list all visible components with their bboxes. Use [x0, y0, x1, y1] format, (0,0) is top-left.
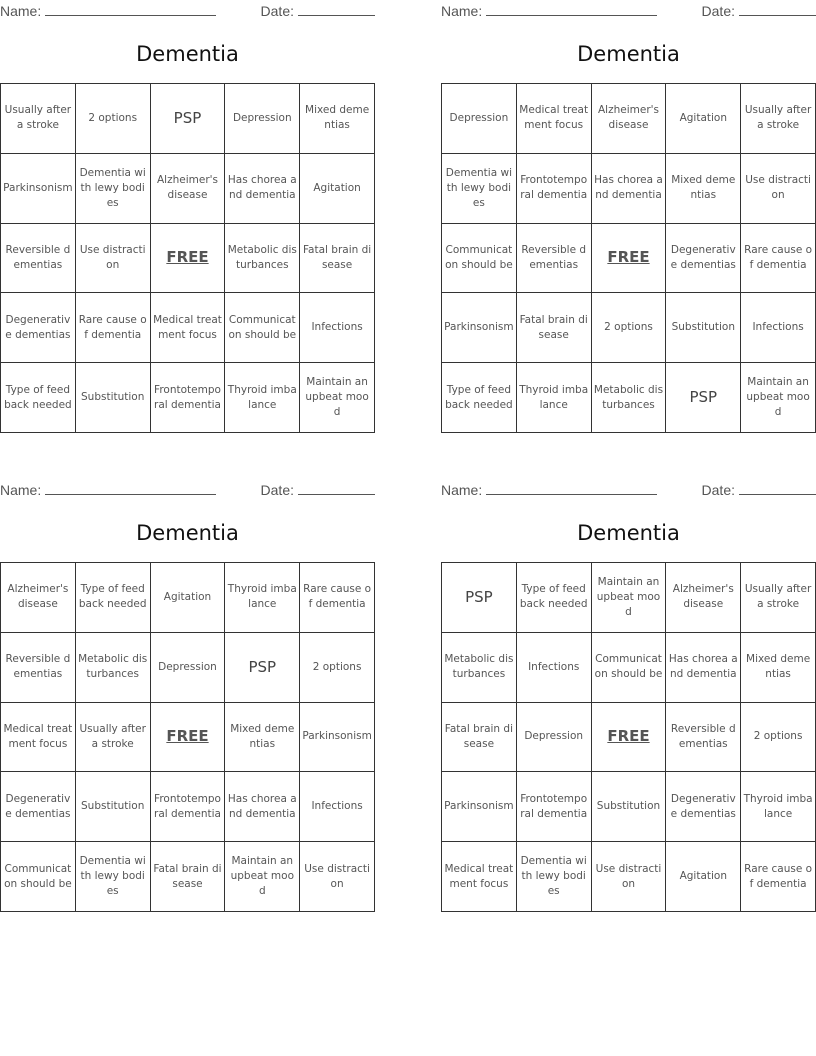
bingo-cell: Usually after a stroke [1, 84, 76, 154]
bingo-cell: Reversible dementias [1, 633, 76, 703]
bingo-cell: Dementia with lewy bodies [442, 154, 517, 224]
bingo-cell: Substitution [592, 772, 667, 842]
bingo-cell: Agitation [666, 84, 741, 154]
name-label: Name: [0, 3, 42, 19]
date-field [261, 481, 375, 498]
bingo-cell: Medical treatment focus [151, 293, 226, 363]
bingo-cell: Agitation [300, 154, 375, 224]
bingo-cell: Substitution [666, 293, 741, 363]
bingo-cell: Alzheimer's disease [1, 563, 76, 633]
bingo-cell: Has chorea and dementia [666, 633, 741, 703]
name-blank-line [45, 2, 216, 16]
bingo-cell: Use distraction [300, 842, 375, 912]
bingo-cell: Mixed dementias [666, 154, 741, 224]
bingo-cell: Communicaton should be [1, 842, 76, 912]
date-blank-line [298, 2, 375, 16]
card-title: Dementia [136, 42, 239, 66]
date-label: Date: [260, 482, 294, 498]
card-title: Dementia [577, 521, 680, 545]
bingo-cell: Metabolic disturbances [592, 363, 667, 433]
date-field [702, 481, 816, 498]
bingo-cell: Rare cause of dementia [76, 293, 151, 363]
bingo-cell: Infections [741, 293, 816, 363]
bingo-cell: Degenerative dementias [666, 224, 741, 294]
bingo-cell: Degenerative dementias [666, 772, 741, 842]
name-blank-line [486, 2, 657, 16]
bingo-cell: Degenerative dementias [1, 772, 76, 842]
bingo-cell: Dementia with lewy bodies [517, 842, 592, 912]
bingo-cell: Communicaton should be [225, 293, 300, 363]
name-label: Name: [441, 482, 483, 498]
bingo-cell: Depression [442, 84, 517, 154]
date-blank-line [739, 481, 816, 495]
bingo-cell: Mixed dementias [300, 84, 375, 154]
date-blank-line [739, 2, 816, 16]
bingo-cell: Thyroid imbalance [741, 772, 816, 842]
bingo-cell: Medical treatment focus [1, 703, 76, 773]
free-space-cell: FREE [592, 703, 667, 773]
bingo-cell: Maintain an upbeat mood [592, 563, 667, 633]
bingo-cell: Metabolic disturbances [442, 633, 517, 703]
name-date-row [0, 2, 375, 20]
bingo-cell: 2 options [300, 633, 375, 703]
bingo-cell: Usually after a stroke [76, 703, 151, 773]
name-date-row [0, 481, 375, 499]
name-field [0, 2, 216, 19]
bingo-cell: Frontotemporal dementia [151, 772, 226, 842]
bingo-cell: Medical treatment focus [517, 84, 592, 154]
bingo-card-3 [0, 479, 375, 919]
date-field [702, 2, 816, 19]
bingo-cell: Type of feedback needed [517, 563, 592, 633]
bingo-cell: Frontotemporal dementia [517, 772, 592, 842]
bingo-grid [0, 562, 375, 912]
bingo-grid [441, 83, 816, 433]
bingo-cell: Parkinsonism [300, 703, 375, 773]
bingo-cell: Substitution [76, 363, 151, 433]
card-title: Dementia [136, 521, 239, 545]
bingo-cell: Infections [300, 772, 375, 842]
date-label: Date: [701, 482, 735, 498]
date-label: Date: [701, 3, 735, 19]
bingo-cell: Dementia with lewy bodies [76, 842, 151, 912]
bingo-cell: Alzheimer's disease [666, 563, 741, 633]
bingo-cell: Mixed dementias [741, 633, 816, 703]
bingo-cell: Communicaton should be [442, 224, 517, 294]
bingo-cell: Reversible dementias [517, 224, 592, 294]
bingo-cell: Infections [517, 633, 592, 703]
bingo-cell: Use distraction [76, 224, 151, 294]
date-blank-line [298, 481, 375, 495]
free-space-cell: FREE [592, 224, 667, 294]
bingo-cell: Parkinsonism [1, 154, 76, 224]
bingo-cell: PSP [151, 84, 226, 154]
bingo-cell: Has chorea and dementia [225, 772, 300, 842]
bingo-cell: Type of feedback needed [1, 363, 76, 433]
name-label: Name: [0, 482, 42, 498]
bingo-cell: 2 options [592, 293, 667, 363]
bingo-cell: Maintain an upbeat mood [225, 842, 300, 912]
bingo-cell: Depression [225, 84, 300, 154]
bingo-cell: Reversible dementias [1, 224, 76, 294]
bingo-cell: Medical treatment focus [442, 842, 517, 912]
bingo-cell: 2 options [741, 703, 816, 773]
bingo-cell: Mixed dementias [225, 703, 300, 773]
bingo-card-1 [0, 0, 375, 440]
bingo-cell: Degenerative dementias [1, 293, 76, 363]
bingo-cell: Has chorea and dementia [592, 154, 667, 224]
bingo-cell: Fatal brain disease [442, 703, 517, 773]
name-field [441, 481, 657, 498]
bingo-cell: Usually after a stroke [741, 563, 816, 633]
name-field [441, 2, 657, 19]
bingo-cell: Frontotemporal dementia [151, 363, 226, 433]
bingo-cell: Usually after a stroke [741, 84, 816, 154]
bingo-cell: Alzheimer's disease [592, 84, 667, 154]
bingo-cell: Infections [300, 293, 375, 363]
bingo-cell: Parkinsonism [442, 293, 517, 363]
bingo-cell: Type of feedback needed [442, 363, 517, 433]
bingo-cell: Frontotemporal dementia [517, 154, 592, 224]
name-date-row [441, 481, 816, 499]
bingo-cell: Dementia with lewy bodies [76, 154, 151, 224]
name-blank-line [486, 481, 657, 495]
name-label: Name: [441, 3, 483, 19]
bingo-cell: Depression [151, 633, 226, 703]
bingo-cell: Alzheimer's disease [151, 154, 226, 224]
bingo-cell: Fatal brain disease [517, 293, 592, 363]
bingo-cell: Maintain an upbeat mood [741, 363, 816, 433]
bingo-cell: Agitation [151, 563, 226, 633]
bingo-cell: Has chorea and dementia [225, 154, 300, 224]
bingo-grid [441, 562, 816, 912]
date-label: Date: [260, 3, 294, 19]
bingo-cell: Fatal brain disease [151, 842, 226, 912]
name-field [0, 481, 216, 498]
bingo-cell: Parkinsonism [442, 772, 517, 842]
date-field [261, 2, 375, 19]
bingo-cell: 2 options [76, 84, 151, 154]
bingo-cell: PSP [442, 563, 517, 633]
name-date-row [441, 2, 816, 20]
bingo-cell: Substitution [76, 772, 151, 842]
bingo-card-2 [441, 0, 816, 440]
bingo-cell: Thyroid imbalance [225, 563, 300, 633]
bingo-cell: Use distraction [741, 154, 816, 224]
bingo-cell: Use distraction [592, 842, 667, 912]
free-space-cell: FREE [151, 703, 226, 773]
bingo-card-4 [441, 479, 816, 919]
bingo-cell: PSP [666, 363, 741, 433]
bingo-grid [0, 83, 375, 433]
bingo-cell: Rare cause of dementia [741, 224, 816, 294]
bingo-cell: Agitation [666, 842, 741, 912]
bingo-cell: Maintain an upbeat mood [300, 363, 375, 433]
bingo-cell: Rare cause of dementia [741, 842, 816, 912]
bingo-cell: Communicaton should be [592, 633, 667, 703]
bingo-cell: Thyroid imbalance [517, 363, 592, 433]
bingo-cell: Type of feedback needed [76, 563, 151, 633]
bingo-cell: Fatal brain disease [300, 224, 375, 294]
name-blank-line [45, 481, 216, 495]
bingo-cell: Metabolic disturbances [225, 224, 300, 294]
free-space-cell: FREE [151, 224, 226, 294]
bingo-cell: Thyroid imbalance [225, 363, 300, 433]
card-title: Dementia [577, 42, 680, 66]
bingo-cell: Reversible dementias [666, 703, 741, 773]
bingo-cell: PSP [225, 633, 300, 703]
bingo-cell: Rare cause of dementia [300, 563, 375, 633]
bingo-cell: Depression [517, 703, 592, 773]
bingo-cell: Metabolic disturbances [76, 633, 151, 703]
